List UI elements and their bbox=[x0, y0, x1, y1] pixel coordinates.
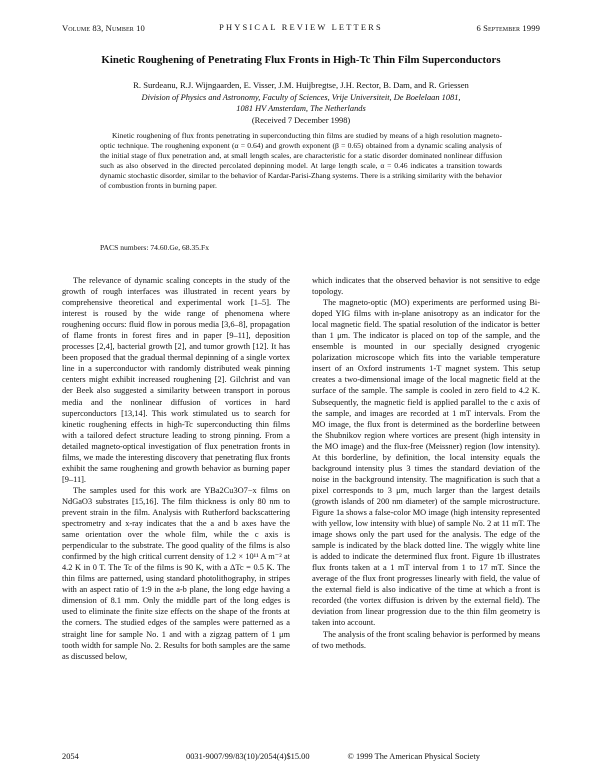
affiliation bbox=[62, 92, 540, 114]
issue-date: 6 September 1999 bbox=[476, 23, 540, 33]
paragraph-introduction: The relevance of dynamic scaling concepts in the study of the growth of rough interfaces was illustrated in recent years by comprehensive theoretical and experimental work [1–5]. The interest is roused by the wide range of phenomena where roughening occurs: fluid flow in porous media [3,6–8], propagation of flame fronts in forest fires and in paper [9–11], deposition processes [2,4], bacterial growth [2], and tumor growth [12]. It has been proposed that the gradual thermal depinning of a single vortex line in a superconductor with randomly distributed weak pinning centers might exhibit increased roughening [2]. Gilchrist and van der Beek also suggested a similarity between transport in porous media and the nonlinear diffusion of vortices in hard superconductors [13,14]. This work stimulated us to search for kinetic roughening effects in high-Tc superconducting thin films with a tailored defect structure leading to strong pinning. From a detailed magneto-optical investigation of flux penetration fronts in films, we made the interesting discovery that penetrating flux fronts exhibit the same roughening and growth behavior as burning paper [9–11]. bbox=[62, 276, 290, 484]
volume-number: Volume 83, Number 10 bbox=[62, 23, 145, 33]
affiliation-line-2: 1081 HV Amsterdam, The Netherlands bbox=[236, 104, 366, 113]
abstract: Kinetic roughening of flux fronts penetrating in superconducting thin films are studied by means of a high resolution magneto-optic technique. The roughening exponent (α = 0.64) and growth exponent (β = 0.65) obtained from a dynamic scaling analysis of the initial stage of flux penetration and, at small length scales, are characteristic for a static disorder dominated nonlinear diffusion such as also observed in the directed percolated depinning model. At large length scale, α = 0.46 indicates a transition towards dynamic stochastic disorder, similar to the behavior of Kardar-Parisi-Zhang systems. There is a striking similarity with the behavior of combustion fronts in burning paper. bbox=[100, 131, 502, 191]
pacs-numbers: PACS numbers: 74.60.Ge, 68.35.Fx bbox=[100, 243, 209, 252]
body-column-left bbox=[62, 275, 290, 662]
running-header bbox=[62, 23, 540, 35]
page-number: 2054 bbox=[62, 752, 79, 761]
paragraph-continuation: which indicates that the observed behavior is not sensitive to edge topology. bbox=[312, 276, 540, 297]
copyright-notice: © 1999 The American Physical Society bbox=[347, 752, 480, 761]
body-column-right bbox=[312, 275, 540, 651]
issn-code: 0031-9007/99/83(10)/2054(4)$15.00 bbox=[186, 752, 310, 761]
author-list: R. Surdeanu, R.J. Wijngaarden, E. Visser, J.M. Huijbregtse, J.H. Rector, B. Dam, and R. Griessen bbox=[133, 80, 469, 90]
received-date: (Received 7 December 1998) bbox=[251, 116, 351, 125]
paragraph-magneto-optic: The magneto-optic (MO) experiments are performed using Bi-doped YIG films with in-plane anisotropy as an indicator for the local magnetic field. The spatial resolution of the indicator is better than 1 μm. The indicator is placed on top of the sample, and the ensemble is mounted in our specially designed cryogenic polarization microscope which fits into the variable temperature insert of an Oxford instruments 1-T magnet system. This setup creates a two-dimensional image of the local magnetic field at the surface of the sample. The sample is cooled in zero field to 4.2 K. Subsequently, the magnetic field is applied parallel to the c axis of the sample, and images are recorded at 1 mT intervals. From the MO image, the flux front is determined as the borderline between the Shubnikov region where vortices are present (high intensity in the MO image) and the flux-free (Meissner) region (low intensity). At this borderline, by definition, the local intensity equals the background intensity plus 3 times the standard deviation of the noise in the background intensity. The magnification is such that a pixel corresponds to 3 μm, much larger than the largest details (growth islands of 200 nm diameter) of the sample microstructure. Figure 1a shows a false-color MO image (high intensity represented with yellow, low intensity with blue) of sample No. 2 at 11 mT. The image shows only the part used for the analysis. The edge of the sample is indicated by the black dotted line. The wiggly white line is added to indicate the determined flux front. Figure 1b illustrates flux fronts taken at a 1 mT interval from 1 to 17 mT. Since the average of the flux front progresses linearly with field, the value of the external field is also indicative of the time at which a front is recorded (the vortex diffusion is driven by the external field). The deviation from linear progression due to the thin film geometry is taken into account. bbox=[312, 298, 540, 628]
journal-name: PHYSICAL REVIEW LETTERS bbox=[219, 23, 383, 32]
paragraph-samples: The samples used for this work are YBa2Cu3O7−x films on NdGaO3 substrates [15,16]. The film thickness is only 80 nm to prevent strain in the film. Analysis with Rutherford backscattering spectrometry and x-ray indicates that the a and b axes have the same orientation over the whole film, while the c axis is perpendicular to the substrate. The good quality of the films is also confirmed by the high critical current density of 1.2 × 10¹¹ A m⁻² at 4.2 K in 0 T. The Tc of the films is 90 K, with a ΔTc = 0.5 K. The thin films are patterned, using standard photolithography, in stripes with an aspect ratio of 1:9 in the a-b plane, the long edge having a dimension of 8.1 mm. Only the middle part of the long edges is used to eliminate the finite size effects on the shape of the fronts at the corners. The studied edges of the samples were patterned as a straight line for sample No. 1 and with a zigzag pattern of 1 μm tooth width for sample No. 2. Results for both samples are the same as discussed below, bbox=[62, 485, 290, 661]
article-title: Kinetic Roughening of Penetrating Flux Fronts in High-Tc Thin Film Superconductors bbox=[101, 54, 501, 66]
affiliation-line-1: Division of Physics and Astronomy, Faculty of Sciences, Vrije Universiteit, De Boelelaan 1081, bbox=[141, 93, 461, 102]
paragraph-analysis: The analysis of the front scaling behavior is performed by means of two methods. bbox=[312, 629, 540, 650]
page-footer bbox=[62, 752, 540, 764]
